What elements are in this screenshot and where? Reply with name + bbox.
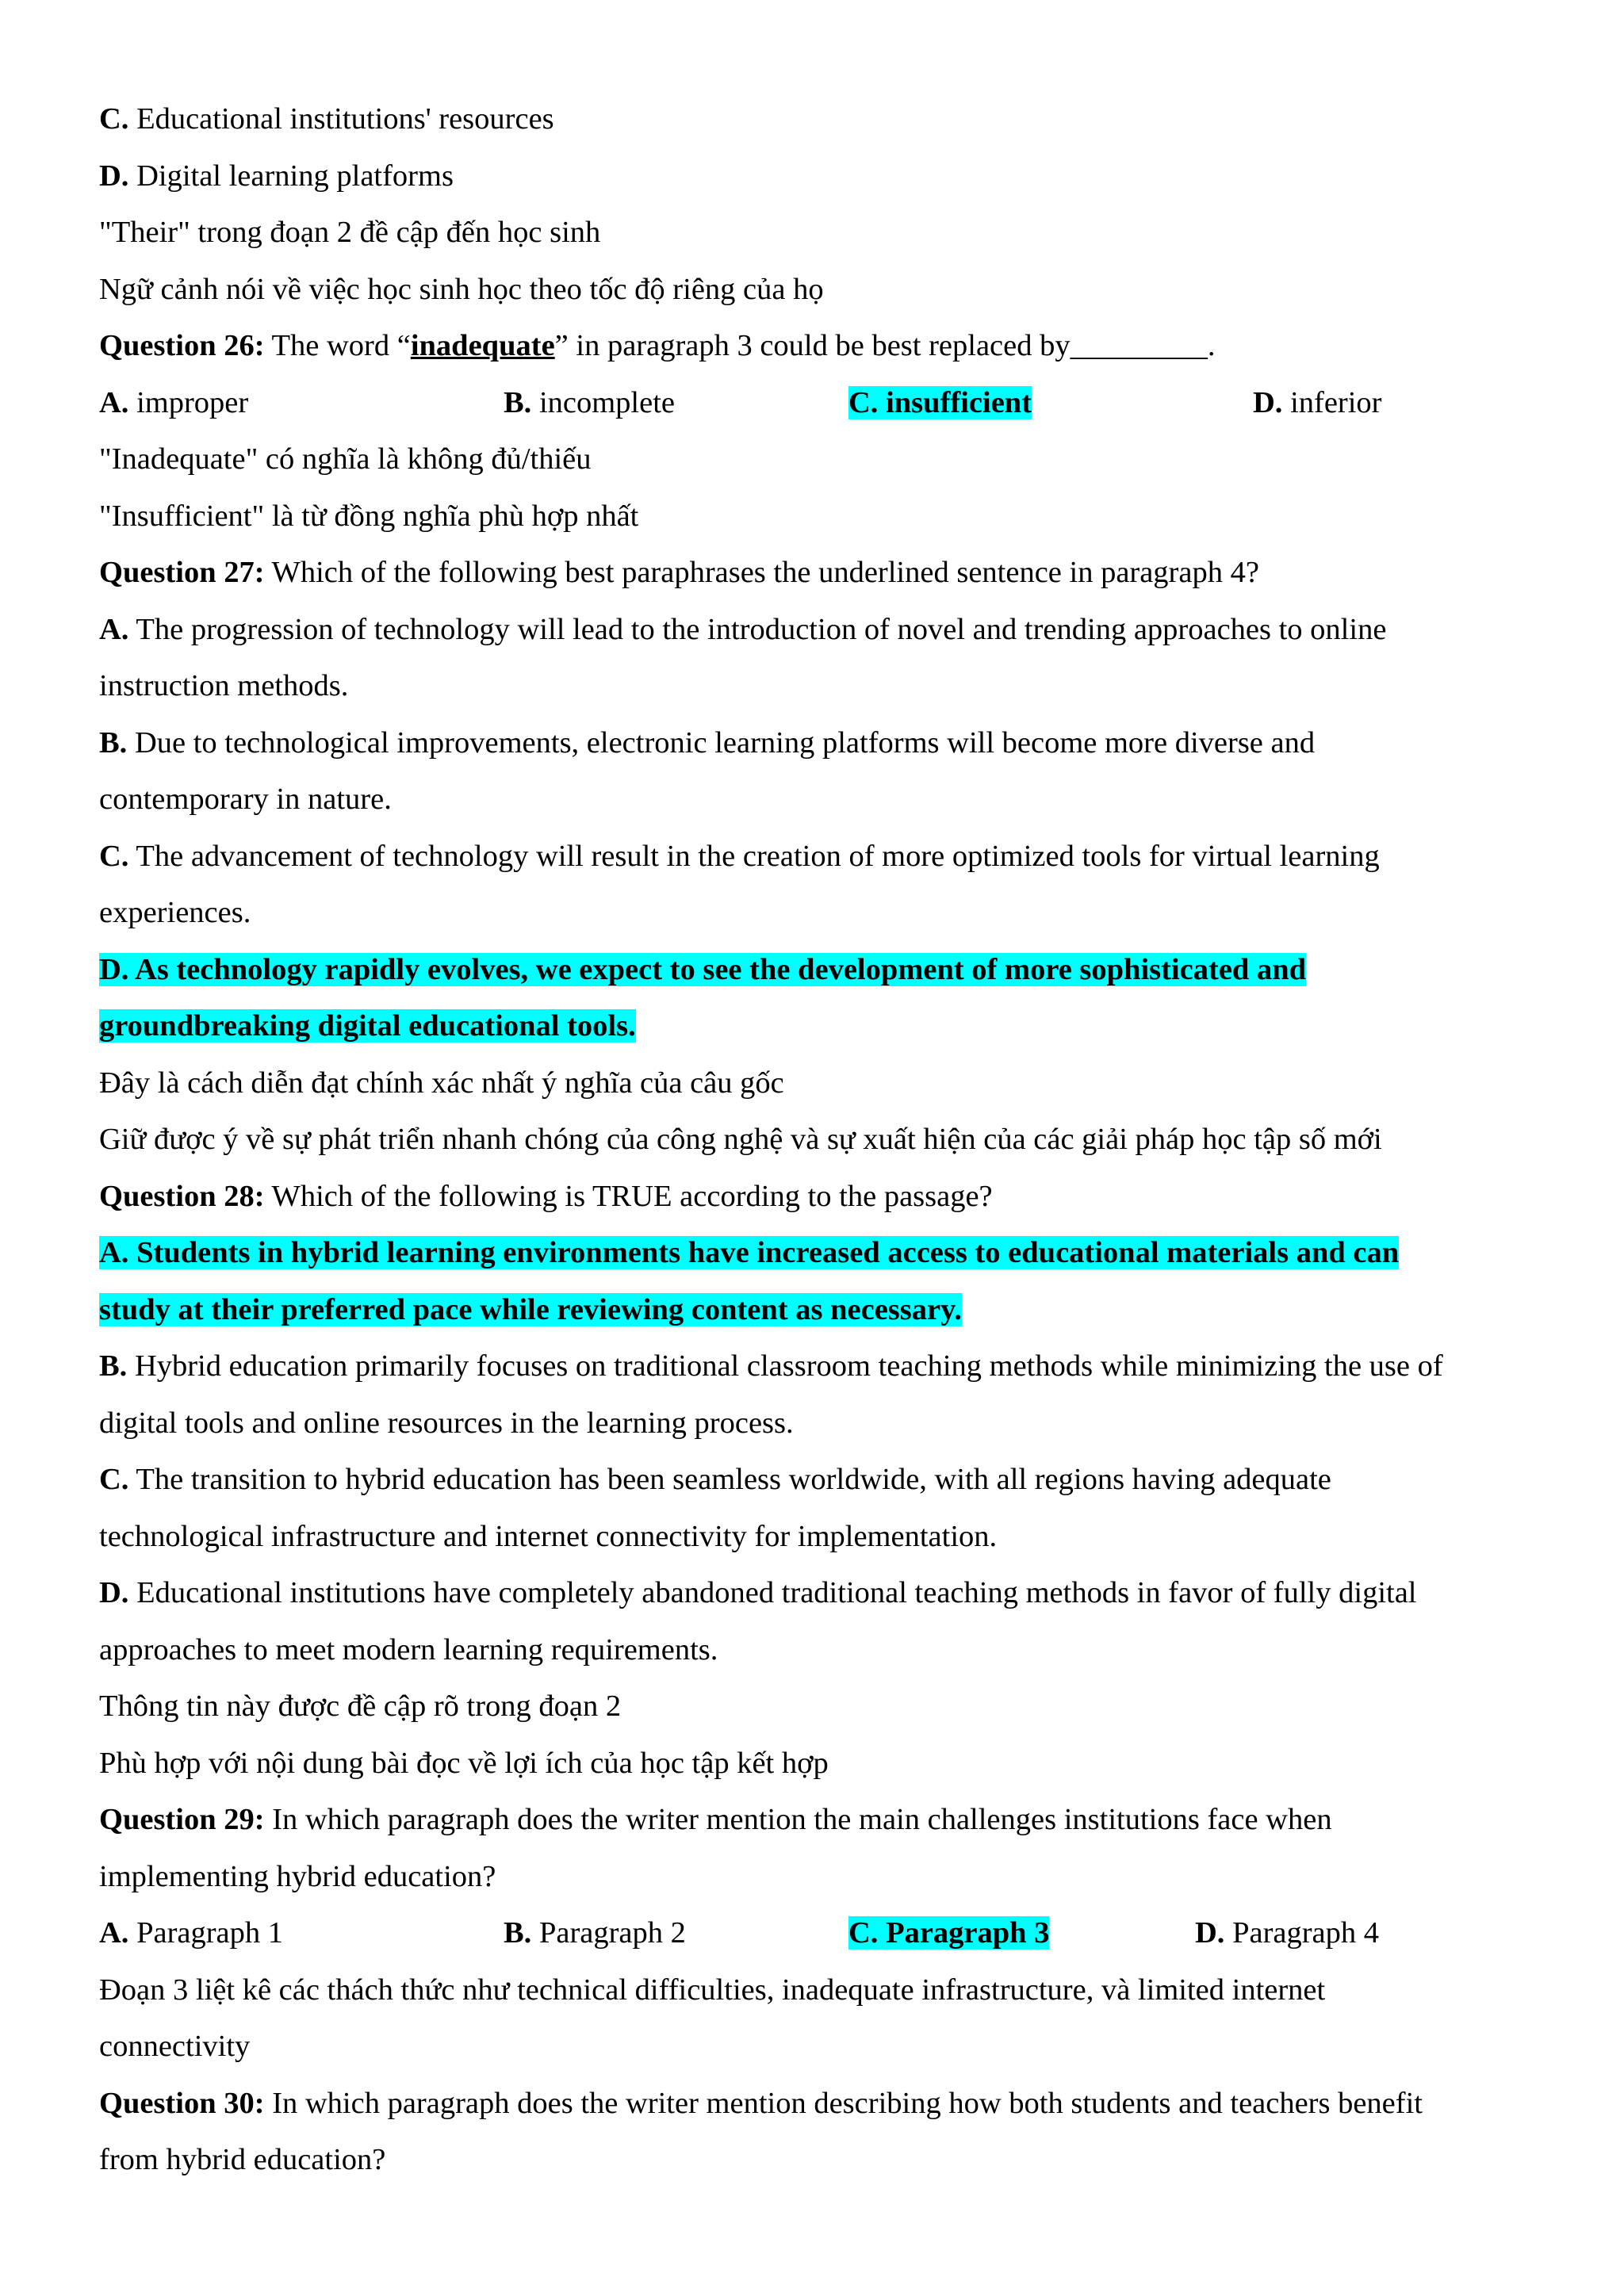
q26-keyword: inadequate xyxy=(410,329,555,362)
q30-question: Question 30: In which paragraph does the writer mention describing how both students and teachers benefit xyxy=(99,2086,1423,2120)
q28-note-2: Phù hợp với nội dung bài đọc về lợi ích của học tập kết hợp xyxy=(99,1746,829,1780)
q26-option-d: D. inferior xyxy=(1253,385,1382,419)
q27-option-c-cont: experiences. xyxy=(99,896,251,929)
q27-question: Question 27: Which of the following best paraphrases the underlined sentence in paragraph 4? xyxy=(99,556,1259,589)
q26-question: Question 26: The word “inadequate” in paragraph 3 could be best replaced by_________. xyxy=(99,329,1216,362)
q29-note: Đoạn 3 liệt kê các thách thức như technical difficulties, inadequate infrastructure, và limited internet xyxy=(99,1973,1326,2007)
q27-option-b-cont: contemporary in nature. xyxy=(99,783,392,816)
q28-answer-highlight: A. Students in hybrid learning environments have increased access to educational materials and can xyxy=(99,1236,1400,1269)
q26-note-1: "Inadequate" có nghĩa là không đủ/thiếu xyxy=(99,442,592,476)
q28-option-d-cont: approaches to meet modern learning requirements. xyxy=(99,1632,718,1667)
q26-option-a: A. improper xyxy=(99,385,249,419)
q29-question-cont: implementing hybrid education? xyxy=(99,1859,496,1893)
q29-option-d: D. Paragraph 4 xyxy=(1195,1916,1380,1950)
q25-note-1: "Their" trong đoạn 2 đề cập đến học sinh xyxy=(99,216,601,249)
q26-blank: _________ xyxy=(1070,329,1208,362)
q28-question: Question 28: Which of the following is TRUE according to the passage? xyxy=(99,1179,993,1213)
q29-answer-highlight: C. Paragraph 3 xyxy=(848,1916,1050,1950)
q29-question: Question 29: In which paragraph does the writer mention the main challenges institutions face when xyxy=(99,1803,1332,1836)
q27-option-a: A. The progression of technology will lead to the introduction of novel and trending approaches to online xyxy=(99,612,1387,646)
q29-option-c xyxy=(848,1905,1195,1962)
q28-option-a xyxy=(99,1225,1550,1282)
q28-option-b-cont: digital tools and online resources in the learning process. xyxy=(99,1406,794,1440)
q28-note-1: Thông tin này được đề cập rõ trong đoạn 2 xyxy=(99,1689,622,1723)
q29-option-b: B. Paragraph 2 xyxy=(504,1916,686,1950)
q27-option-d-cont: groundbreaking digital educational tools. xyxy=(99,1009,636,1043)
q29-option-a: A. Paragraph 1 xyxy=(99,1916,284,1950)
q28-option-c-cont: technological infrastructure and internet connectivity for implementation. xyxy=(99,1519,998,1553)
q29-options xyxy=(99,1905,1550,1962)
q29-note-cont: connectivity xyxy=(99,2030,251,2063)
q25-option-d: D. Digital learning platforms xyxy=(99,159,454,193)
q26-note-2: "Insufficient" là từ đồng nghĩa phù hợp nhất xyxy=(99,499,639,533)
q26-answer-highlight: C. insufficient xyxy=(848,385,1032,419)
q27-option-d xyxy=(99,942,1550,999)
answer-key-page xyxy=(99,91,1550,2189)
q25-option-c: C. Educational institutions' resources xyxy=(99,102,554,136)
q27-answer-highlight: D. As technology rapidly evolves, we expect to see the development of more sophisticated and xyxy=(99,952,1307,986)
q28-option-c: C. The transition to hybrid education has been seamless worldwide, with all regions having adequate xyxy=(99,1463,1331,1496)
q27-option-b: B. Due to technological improvements, electronic learning platforms will become more diverse and xyxy=(99,725,1316,760)
q26-option-b: B. incomplete xyxy=(504,385,675,419)
q27-option-c: C. The advancement of technology will result in the creation of more optimized tools for virtual learning xyxy=(99,839,1380,873)
q27-option-a-cont: instruction methods. xyxy=(99,669,349,702)
q27-note-2: Giữ được ý về sự phát triển nhanh chóng của công nghệ và sự xuất hiện của các giải pháp học tập số mới xyxy=(99,1123,1382,1156)
q27-note-1: Đây là cách diễn đạt chính xác nhất ý nghĩa của câu gốc xyxy=(99,1066,784,1100)
q28-option-d: D. Educational institutions have completely abandoned traditional teaching methods in favor of fully digital xyxy=(99,1576,1417,1609)
q30-question-cont: from hybrid education? xyxy=(99,2143,386,2176)
q25-note-2: Ngữ cảnh nói về việc học sinh học theo tốc độ riêng của họ xyxy=(99,272,824,306)
q26-options xyxy=(99,375,1550,432)
q26-option-c xyxy=(848,375,1253,432)
q28-option-a-cont: study at their preferred pace while reviewing content as necessary. xyxy=(99,1292,962,1326)
q28-option-b: B. Hybrid education primarily focuses on traditional classroom teaching methods while minimizing the use of xyxy=(99,1349,1443,1383)
